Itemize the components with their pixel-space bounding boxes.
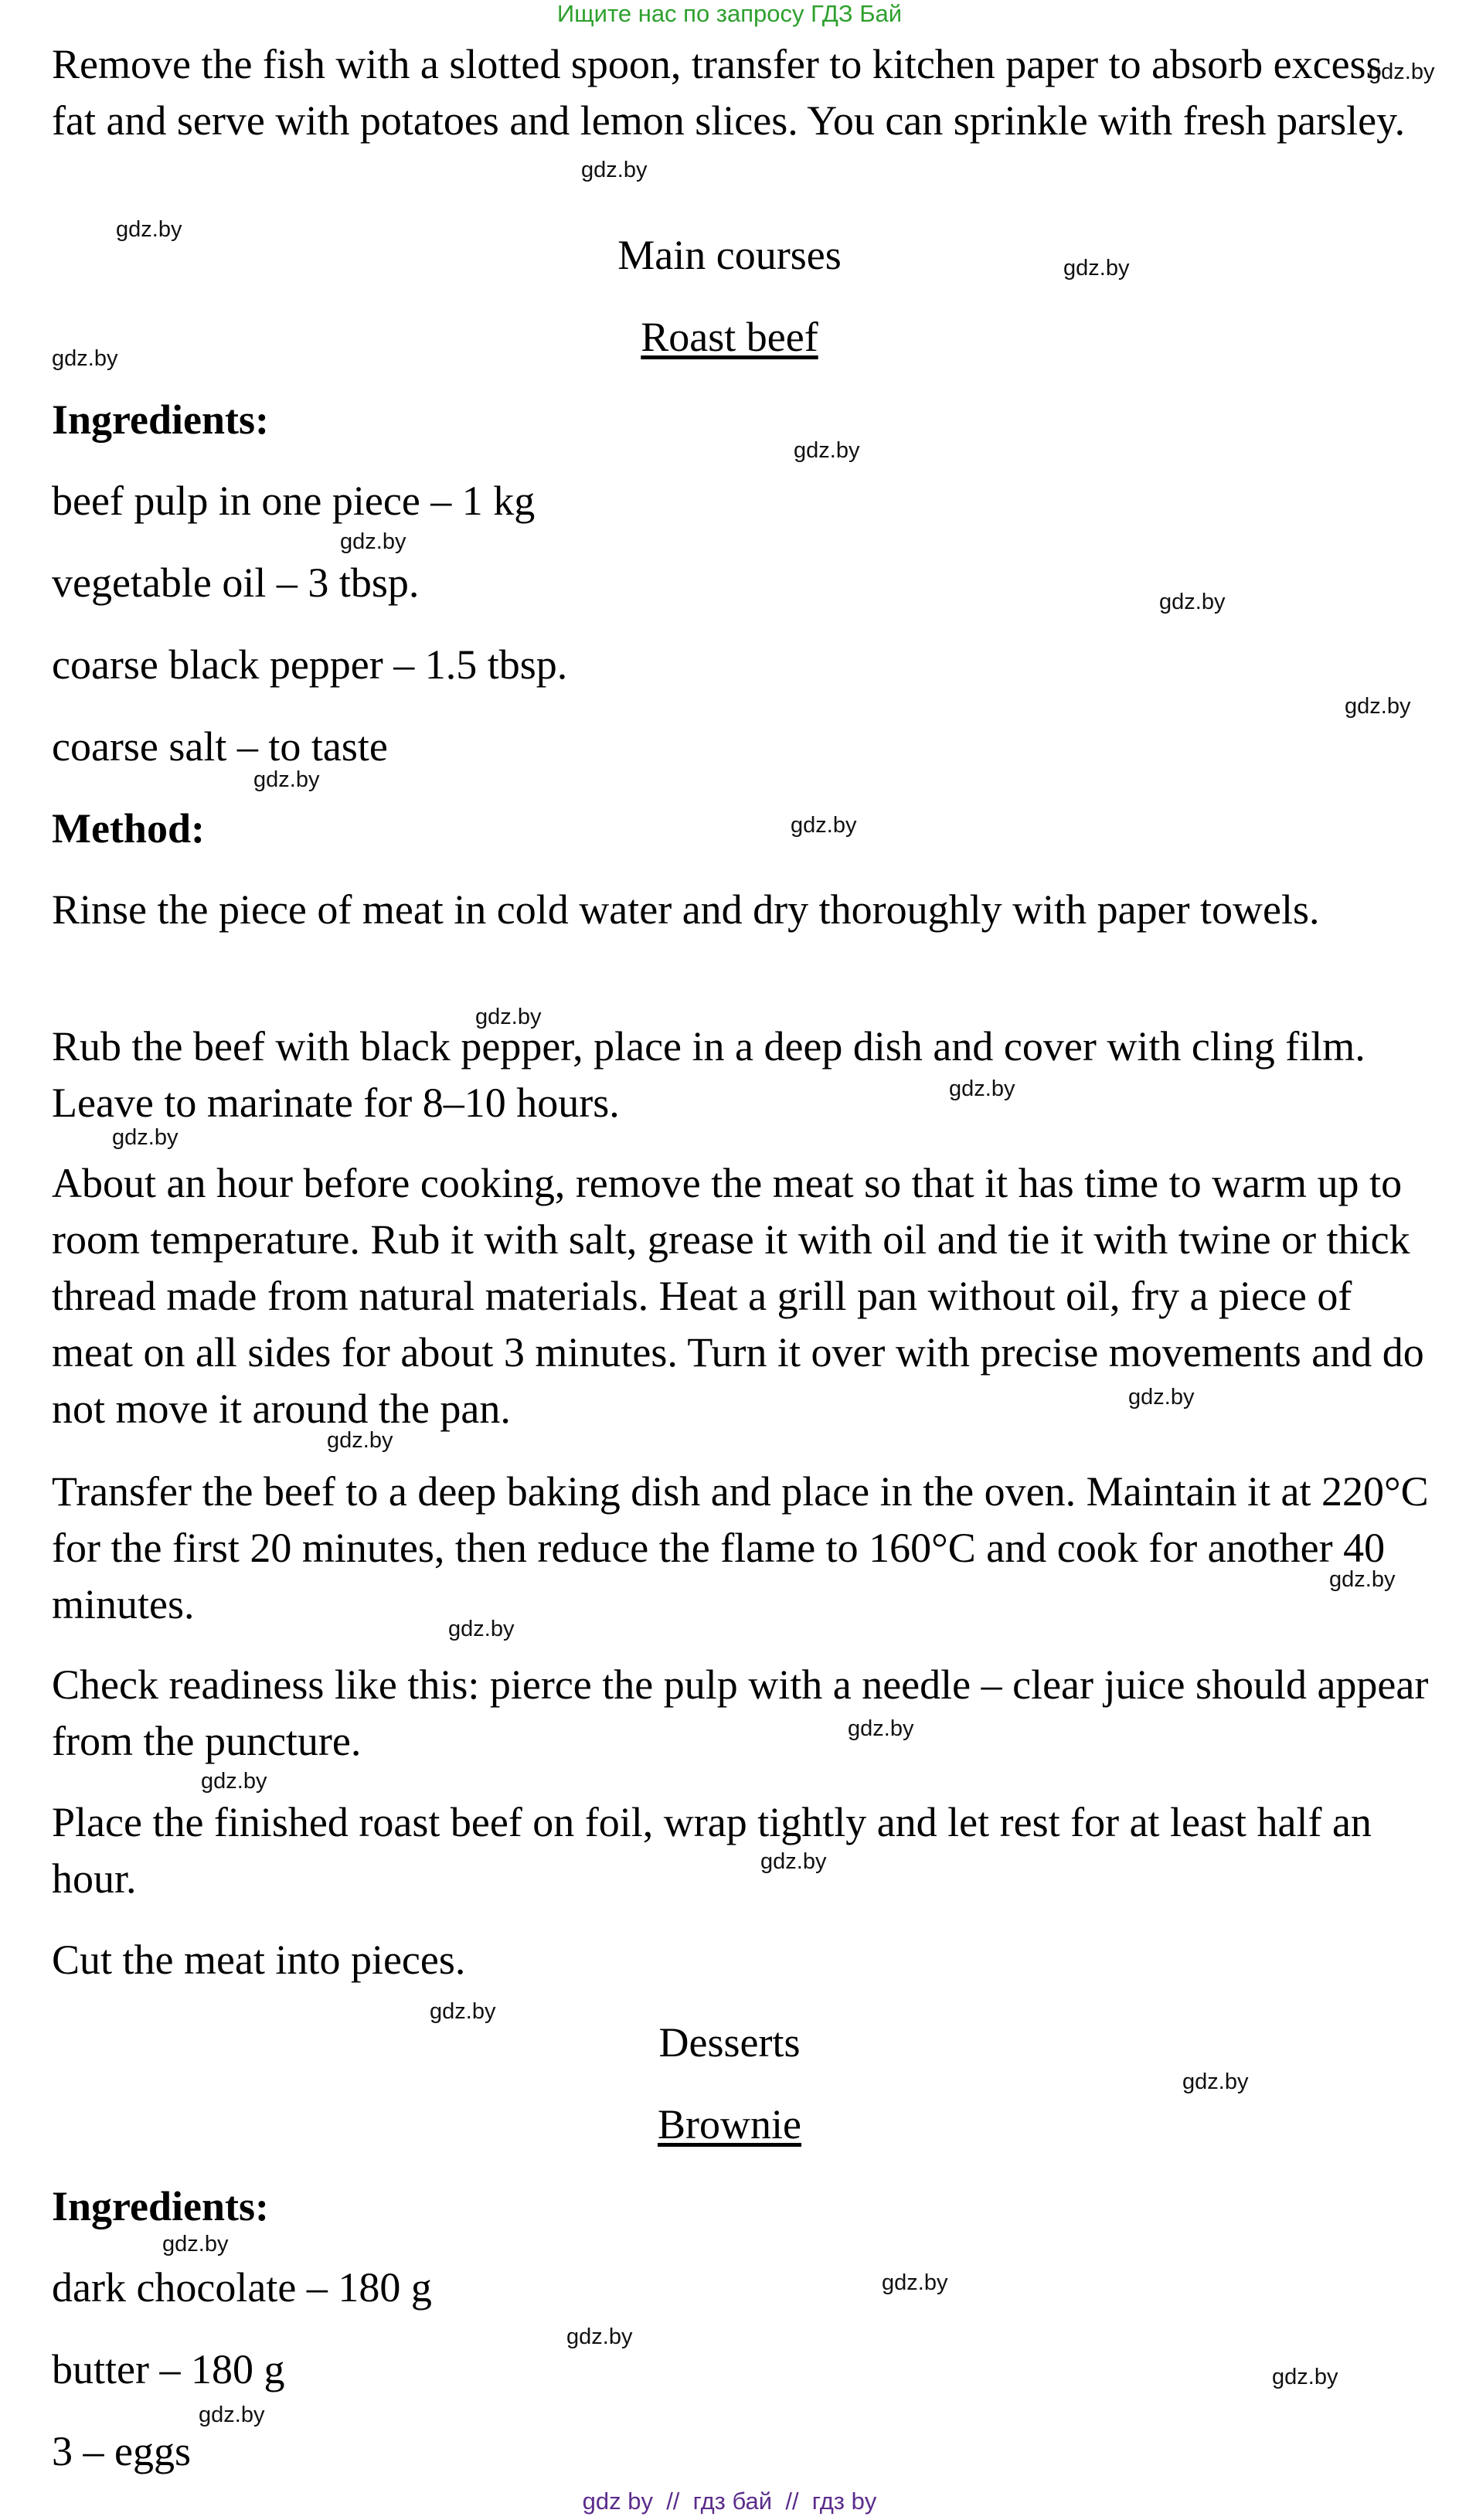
watermark: gdz.by xyxy=(1182,2069,1249,2094)
watermark: gdz.by xyxy=(112,1125,179,1150)
watermark: gdz.by xyxy=(199,2403,265,2427)
ingredients-heading: Ingredients: xyxy=(52,396,270,443)
watermark: gdz.by xyxy=(162,2232,229,2256)
watermark: gdz.by xyxy=(1345,694,1411,719)
method-heading: Method: xyxy=(52,805,205,852)
watermark: gdz.by xyxy=(566,2324,633,2349)
footer-separator: // xyxy=(666,2488,680,2515)
watermark: gdz.by xyxy=(581,158,648,182)
watermark: gdz.by xyxy=(475,1005,542,1029)
method-step: Rinse the piece of meat in cold water and dry thoroughly with paper towels. xyxy=(52,886,1320,933)
watermark: gdz.by xyxy=(760,1849,827,1874)
watermark: gdz.by xyxy=(1159,590,1226,614)
watermark: gdz.by xyxy=(430,1999,496,2024)
top-banner[interactable]: Ищите нас по запросу ГДЗ Бай xyxy=(556,0,903,27)
section-heading-main-courses: Main courses xyxy=(617,232,842,278)
recipe-title-text: Roast beef xyxy=(641,314,818,360)
method-step: Place the finished roast beef on foil, wrap tightly and let rest for at least half an hour. xyxy=(52,1799,1372,1902)
recipe-title-text: Brownie xyxy=(658,2101,801,2148)
watermark: gdz.by xyxy=(1128,1385,1195,1410)
intro-paragraph: Remove the fish with a slotted spoon, transfer to kitchen paper to absorb excess fat and serve with potatoes and lemon slices. You can sprinkle with fresh parsley. xyxy=(52,41,1406,144)
recipe-title-roast-beef xyxy=(0,309,1459,366)
watermark: gdz.by xyxy=(848,1716,914,1741)
ingredient-item: coarse salt – to taste xyxy=(52,723,388,770)
watermark: gdz.by xyxy=(791,813,857,838)
ingredient-item: vegetable oil – 3 tbsp. xyxy=(52,559,420,606)
recipe-title-brownie xyxy=(0,2097,1459,2153)
watermark: gdz.by xyxy=(327,1428,393,1453)
method-step: Rub the beef with black pepper, place in a deep dish and cover with cling film. Leave to marinate for 8–10 hours. xyxy=(52,1023,1365,1126)
watermark: gdz.by xyxy=(882,2270,948,2295)
method-step: Transfer the beef to a deep baking dish and place in the oven. Maintain it at 220°C for the first 20 minutes, then reduce the flame to 160°C and cook for another 40 minutes. xyxy=(52,1468,1429,1627)
ingredient-item: dark chocolate – 180 g xyxy=(52,2264,432,2311)
watermark: gdz.by xyxy=(949,1076,1015,1101)
method-step: Cut the meat into pieces. xyxy=(52,1937,466,1983)
watermark: gdz.by xyxy=(794,438,860,463)
watermark: gdz.by xyxy=(116,217,182,242)
watermark: gdz.by xyxy=(448,1617,515,1641)
ingredients-heading: Ingredients: xyxy=(52,2183,270,2229)
watermark: gdz.by xyxy=(1369,60,1435,84)
watermark: gdz.by xyxy=(201,1769,267,1794)
section-heading-desserts: Desserts xyxy=(658,2019,801,2066)
watermark: gdz.by xyxy=(1272,2365,1338,2389)
footer-link-gdz-by-cyr[interactable]: гдз by xyxy=(811,2488,877,2515)
footer-link-gdz-by[interactable]: gdz by xyxy=(582,2488,653,2515)
watermark: gdz.by xyxy=(52,346,118,371)
footer-link-gdz-bai[interactable]: гдз бай xyxy=(692,2488,773,2515)
ingredient-item: beef pulp in one piece – 1 kg xyxy=(52,478,536,524)
ingredient-item: coarse black pepper – 1.5 tbsp. xyxy=(52,641,568,688)
footer-links xyxy=(0,2487,1459,2516)
method-step: About an hour before cooking, remove the meat so that it has time to warm up to room temperature. Rub it with salt, grease it with oil and tie it with twine or thick thread made from natural materials. Heat a grill pan without oil, fry a piece of meat on all sides for about 3 minutes. Turn it over with precise movements and do not move it around the pan. xyxy=(52,1160,1424,1432)
watermark: gdz.by xyxy=(253,767,320,792)
ingredient-item: 3 – eggs xyxy=(52,2428,191,2474)
ingredient-item: butter – 180 g xyxy=(52,2346,285,2392)
watermark: gdz.by xyxy=(1329,1567,1396,1592)
watermark: gdz.by xyxy=(340,529,406,554)
watermark: gdz.by xyxy=(1063,256,1130,281)
footer-separator: // xyxy=(785,2488,799,2515)
method-step: Check readiness like this: pierce the pulp with a needle – clear juice should appear from the puncture. xyxy=(52,1661,1429,1764)
